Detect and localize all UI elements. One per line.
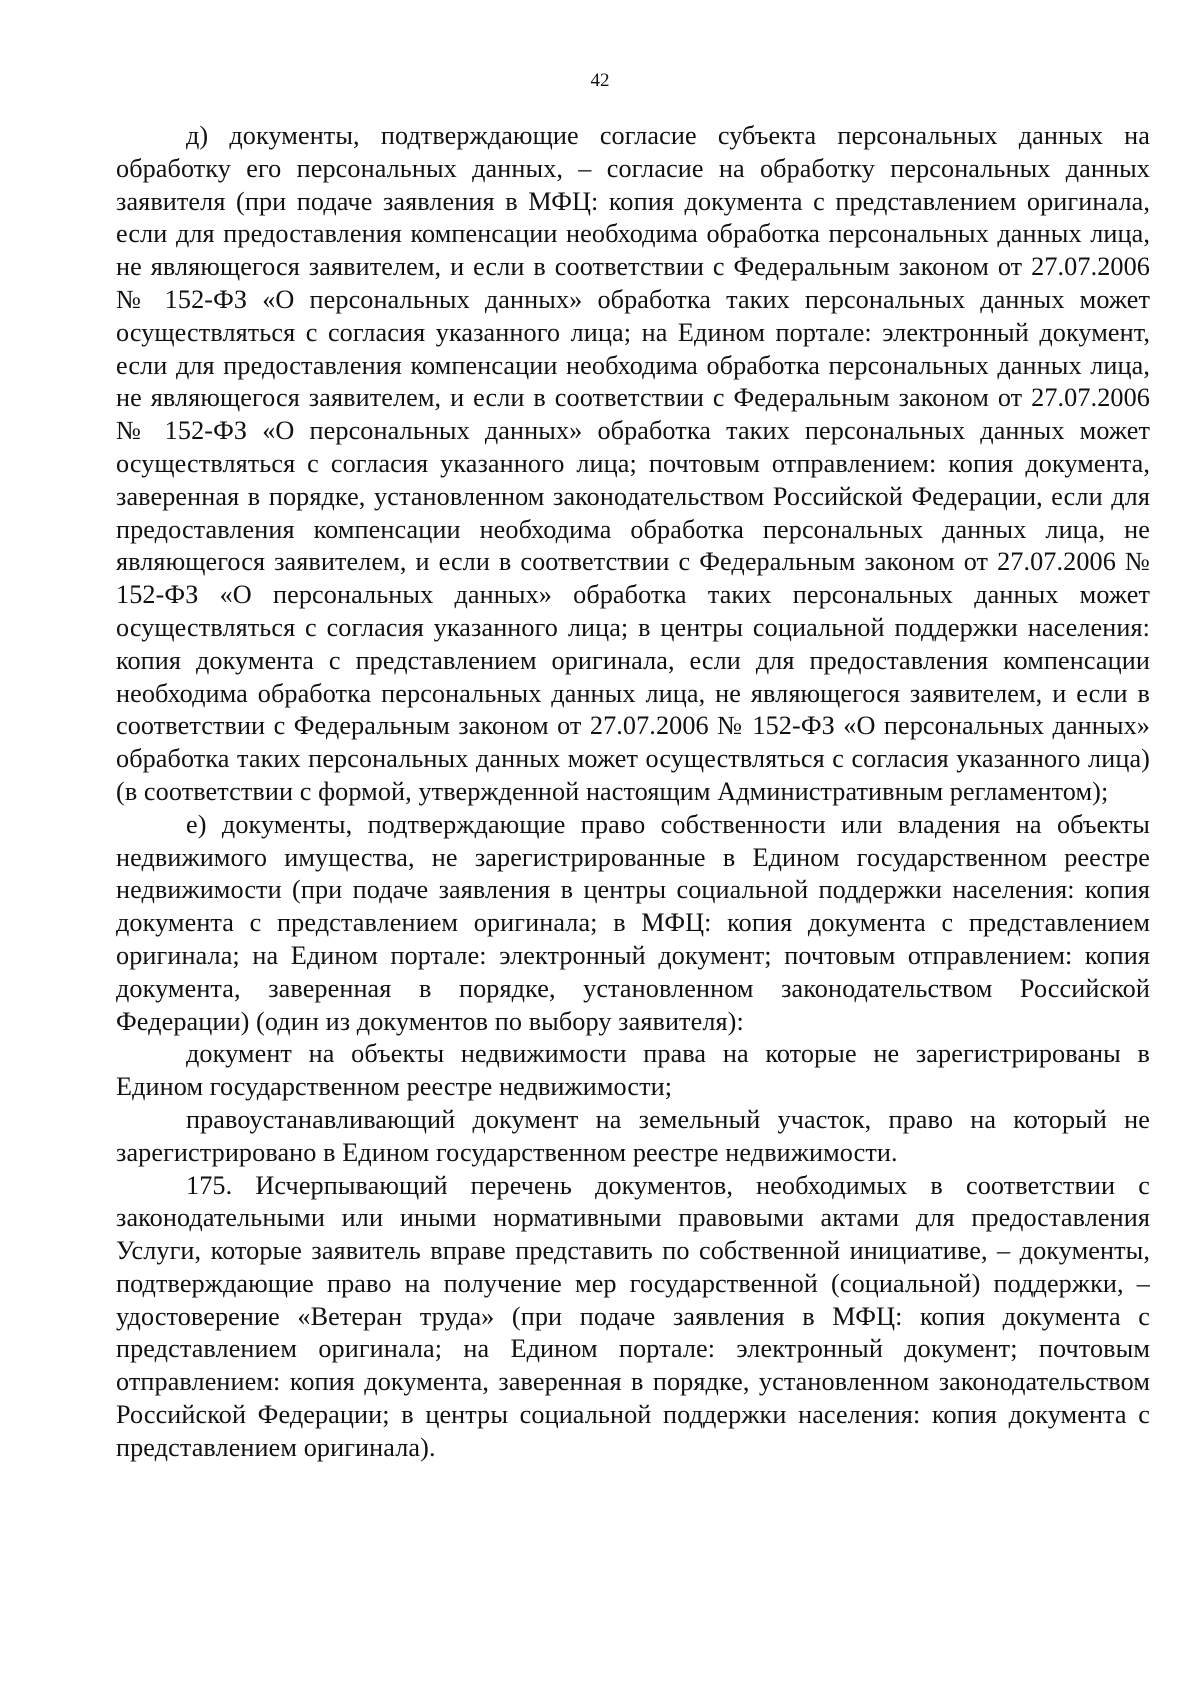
- paragraph-land-title-document: правоустанавливающий документ на земельный участок, право на который не зарегистрировано в Едином государственном реестре недвижимости.: [116, 1104, 1150, 1167]
- paragraph-175-documents-list: 175. Исчерпывающий перечень документов, необходимых в соответствии с законодательными или иными нормативными правовыми актами для предоставления Услуги, которые заявитель вправе представить по собственной инициативе, – документы, подтверждающие право на получение мер государственной (социальной) поддержки, – удостоверение «Ветеран труда» (при подаче заявления в МФЦ: копия документа с представлением оригинала; на Едином портале: электронный документ; почтовым отправлением: копия документа, заверенная в порядке, установленном законодательством Российской Федерации; в центры социальной поддержки населения: копия документа с представлением оригинала).: [116, 1170, 1150, 1462]
- paragraph-e-property-documents: е) документы, подтверждающие право собственности или владения на объекты недвижимого имущества, не зарегистрированные в Едином государственном реестре недвижимости (при подаче заявления в центры социальной поддержки населения: копия документа с представлением оригинала; в МФЦ: копия документа с представлением оригинала; на Едином портале: электронный документ; почтовым отправлением: копия документа, заверенная в порядке, установленном законодательством Российской Федерации) (один из документов по выбору заявителя):: [116, 809, 1150, 1036]
- document-body: [116, 120, 1150, 1465]
- paragraph-real-estate-document: документ на объекты недвижимости права на которые не зарегистрированы в Едином государственном реестре недвижимости;: [116, 1039, 1150, 1102]
- page-number: 42: [590, 70, 610, 91]
- paragraph-d-personal-data-consent: д) документы, подтверждающие согласие субъекта персональных данных на обработку его персональных данных, – согласие на обработку персональных данных заявителя (при подаче заявления в МФЦ: копия документа с представлением оригинала, если для предоставления компенсации необходима обработка персональных данных лица, не являющегося заявителем, и если в соответствии с Федеральным законом от 27.07.2006 № 152-ФЗ «О персональных данных» обработка таких персональных данных может осуществляться с согласия указанного лица; на Едином портале: электронный документ, если для предоставления компенсации необходима обработка персональных данных лица, не являющегося заявителем, и если в соответствии с Федеральным законом от 27.07.2006 № 152-ФЗ «О персональных данных» обработка таких персональных данных может осуществляться с согласия указанного лица; почтовым отправлением: копия документа, заверенная в порядке, установленном законодательством Российской Федерации, если для предоставления компенсации необходима обработка персональных данных лица, не являющегося заявителем, и если в соответствии с Федеральным законом от 27.07.2006 № 152-ФЗ «О персональных данных» обработка таких персональных данных может осуществляться с согласия указанного лица; в центры социальной поддержки населения: копия документа с представлением оригинала, если для предоставления компенсации необходима обработка персональных данных лица, не являющегося заявителем, и если в соответствии с Федеральным законом от 27.07.2006 № 152-ФЗ «О персональных данных» обработка таких персональных данных может осуществляться с согласия указанного лица) (в соответствии с формой, утвержденной настоящим Административным регламентом);: [116, 121, 1150, 806]
